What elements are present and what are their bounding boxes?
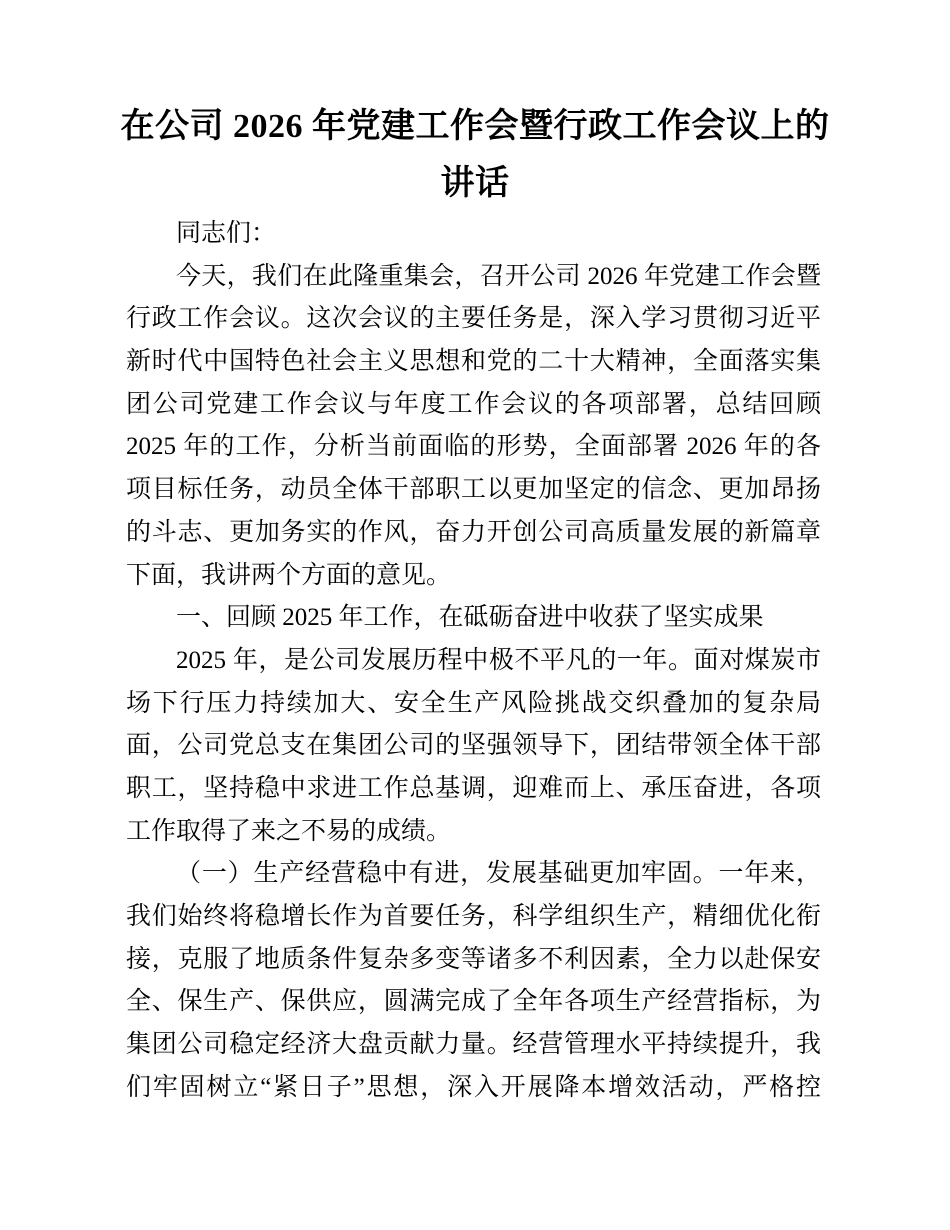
body-line: 行政工作会议。这次会议的主要任务是，深入学习贯彻习近平 <box>126 305 821 333</box>
body-line: 工作取得了来之不易的成绩。 <box>126 817 452 845</box>
document-title-line-2: 讲话 <box>440 165 510 202</box>
body-line: 的斗志、更加务实的作风，奋力开创公司高质量发展的新篇章 <box>126 518 821 546</box>
document-title-line-1: 在公司 2026 年党建工作会暨行政工作会议上的 <box>120 108 830 145</box>
body-line: 同志们： <box>176 220 277 247</box>
body-line: 一、回顾 2025 年工作，在砥砺奋进中收获了坚实成果 <box>176 604 764 632</box>
body-line: 面，公司党总支在集团公司的坚强领导下，团结带领全体干部 <box>126 732 821 760</box>
body-line: 们牢固树立“紧日子”思想，深入开展降本增效活动，严格控 <box>126 1073 821 1101</box>
body-line: （一）生产经营稳中有进，发展基础更加牢固。一年来， <box>176 860 821 888</box>
document-title <box>0 0 950 212</box>
body-line: 2025 年，是公司发展历程中极不平凡的一年。面对煤炭市 <box>176 646 821 674</box>
body-line: 全、保生产、保供应，圆满完成了全年各项生产经营指标，为 <box>126 988 821 1016</box>
body-line: 我们始终将稳增长作为首要任务，科学组织生产，精细优化衔 <box>126 903 821 931</box>
body-line: 职工，坚持稳中求进工作总基调，迎难而上、承压奋进，各项 <box>126 774 821 802</box>
body-line: 今天，我们在此隆重集会，召开公司 2026 年党建工作会暨 <box>176 262 821 290</box>
body-line: 接，克服了地质条件复杂多变等诸多不利因素，全力以赴保安 <box>126 945 821 973</box>
body-line: 下面，我讲两个方面的意见。 <box>126 561 452 589</box>
body-line: 集团公司稳定经济大盘贡献力量。经营管理水平持续提升，我 <box>126 1031 821 1059</box>
body-line: 2025 年的工作，分析当前面临的形势，全面部署 2026 年的各 <box>126 433 821 461</box>
document-body <box>126 213 821 1110</box>
body-line: 新时代中国特色社会主义思想和党的二十大精神，全面落实集 <box>126 348 821 376</box>
body-line: 团公司党建工作会议与年度工作会议的各项部署，总结回顾 <box>126 390 821 418</box>
body-line: 项目标任务，动员全体干部职工以更加坚定的信念、更加昂扬 <box>126 476 821 504</box>
body-line: 场下行压力持续加大、安全生产风险挑战交织叠加的复杂局 <box>126 689 821 717</box>
